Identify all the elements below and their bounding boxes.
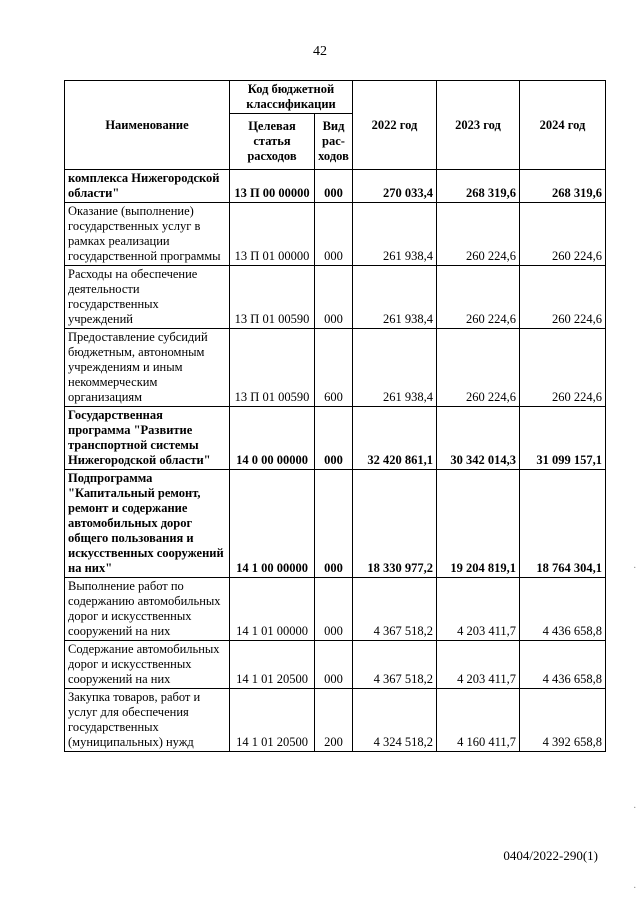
row-value-2022: 18 330 977,2	[353, 470, 437, 578]
table-body	[65, 170, 606, 752]
header-2023: 2023 год	[437, 81, 520, 170]
row-value-2024: 31 099 157,1	[520, 407, 606, 470]
row-expense-type: 000	[315, 641, 353, 689]
row-value-2023: 260 224,6	[437, 203, 520, 266]
header-2022: 2022 год	[353, 81, 437, 170]
row-name: Выполнение работ по содержанию автомобильных дорог и искусственных сооружений на них	[65, 578, 230, 641]
row-target-article: 14 1 00 00000	[230, 470, 315, 578]
row-value-2023: 19 204 819,1	[437, 470, 520, 578]
table-row	[65, 203, 606, 266]
header-2024: 2024 год	[520, 81, 606, 170]
row-target-article: 14 1 01 20500	[230, 689, 315, 752]
margin-mark: .	[633, 800, 636, 811]
row-expense-type: 000	[315, 203, 353, 266]
row-name: Предоставление субсидий бюджетным, автономным учреждениям и иным некоммерческим организациям	[65, 329, 230, 407]
row-value-2022: 4 367 518,2	[353, 641, 437, 689]
table-row	[65, 407, 606, 470]
header-target-article: Целевая статья расходов	[230, 114, 315, 170]
row-value-2024: 260 224,6	[520, 203, 606, 266]
budget-table	[64, 80, 606, 752]
row-value-2022: 261 938,4	[353, 266, 437, 329]
page-number: 42	[313, 44, 327, 59]
row-value-2023: 268 319,6	[437, 170, 520, 203]
row-name: Содержание автомобильных дорог и искусственных сооружений на них	[65, 641, 230, 689]
table-row	[65, 578, 606, 641]
header-name: Наименование	[65, 81, 230, 170]
row-value-2024: 18 764 304,1	[520, 470, 606, 578]
row-value-2022: 4 324 518,2	[353, 689, 437, 752]
row-target-article: 13 П 01 00590	[230, 266, 315, 329]
margin-mark: .	[633, 560, 636, 571]
margin-mark: .	[633, 880, 636, 891]
row-name: Закупка товаров, работ и услуг для обеспечения государственных (муниципальных) нужд	[65, 689, 230, 752]
header-row-1	[65, 81, 606, 114]
document-code: 0404/2022-290(1)	[503, 848, 598, 863]
table-row	[65, 266, 606, 329]
row-name: комплекса Нижегородской области"	[65, 170, 230, 203]
row-expense-type: 000	[315, 578, 353, 641]
row-value-2023: 4 160 411,7	[437, 689, 520, 752]
row-target-article: 13 П 01 00000	[230, 203, 315, 266]
row-value-2022: 4 367 518,2	[353, 578, 437, 641]
row-value-2023: 260 224,6	[437, 329, 520, 407]
table-row	[65, 689, 606, 752]
row-target-article: 13 П 00 00000	[230, 170, 315, 203]
row-value-2024: 268 319,6	[520, 170, 606, 203]
row-value-2022: 261 938,4	[353, 203, 437, 266]
row-expense-type: 200	[315, 689, 353, 752]
row-value-2023: 4 203 411,7	[437, 578, 520, 641]
row-value-2022: 270 033,4	[353, 170, 437, 203]
row-value-2024: 260 224,6	[520, 266, 606, 329]
row-value-2022: 32 420 861,1	[353, 407, 437, 470]
row-expense-type: 000	[315, 407, 353, 470]
row-target-article: 14 1 01 00000	[230, 578, 315, 641]
row-value-2023: 30 342 014,3	[437, 407, 520, 470]
row-name: Государственная программа "Развитие транспортной системы Нижегородской области"	[65, 407, 230, 470]
header-code-group: Код бюджетной классификации	[230, 81, 353, 114]
row-value-2024: 4 392 658,8	[520, 689, 606, 752]
row-expense-type: 000	[315, 170, 353, 203]
row-name: Оказание (выполнение) государственных услуг в рамках реализации государственной программы	[65, 203, 230, 266]
table-row	[65, 641, 606, 689]
row-target-article: 13 П 01 00590	[230, 329, 315, 407]
row-target-article: 14 1 01 20500	[230, 641, 315, 689]
row-value-2024: 4 436 658,8	[520, 578, 606, 641]
row-name: Подпрограмма "Капитальный ремонт, ремонт и содержание автомобильных дорог общего пользования и искусственных сооружений на них"	[65, 470, 230, 578]
row-expense-type: 000	[315, 470, 353, 578]
row-name: Расходы на обеспечение деятельности государственных учреждений	[65, 266, 230, 329]
row-value-2022: 261 938,4	[353, 329, 437, 407]
row-value-2023: 4 203 411,7	[437, 641, 520, 689]
row-target-article: 14 0 00 00000	[230, 407, 315, 470]
header-expense-type: Вид рас-ходов	[315, 114, 353, 170]
table-row	[65, 470, 606, 578]
row-expense-type: 600	[315, 329, 353, 407]
table-row	[65, 329, 606, 407]
table-row	[65, 170, 606, 203]
row-expense-type: 000	[315, 266, 353, 329]
row-value-2024: 260 224,6	[520, 329, 606, 407]
row-value-2023: 260 224,6	[437, 266, 520, 329]
row-value-2024: 4 436 658,8	[520, 641, 606, 689]
